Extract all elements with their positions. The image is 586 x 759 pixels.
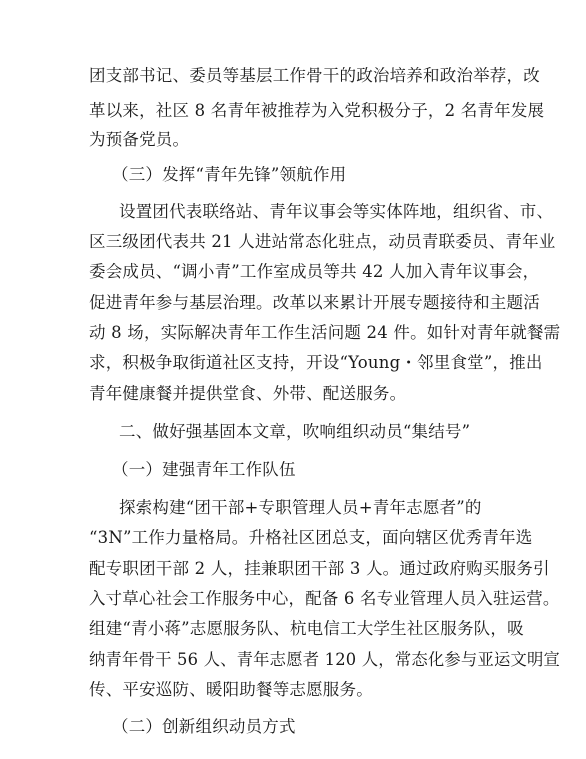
chapter-heading: 二、做好强基固本文章，吹响组织动员“集结号” (119, 422, 471, 441)
paragraph-line: 传、平安巡防、暖阳助餐等志愿服务。 (89, 680, 373, 699)
section-heading: （一）建强青年工作队伍 (112, 460, 296, 479)
paragraph-line: 革以来，社区 8 名青年被推荐为入党积极分子，2 名青年发展 (89, 101, 545, 120)
section-heading: （二）创新组织动员方式 (112, 717, 296, 736)
paragraph-line: 动 8 场，实际解决青年工作生活问题 24 件。如针对青年就餐需 (89, 323, 561, 342)
paragraph-line: 求，积极争取街道社区支持，开设“Young・邻里食堂”，推出 (89, 353, 543, 372)
paragraph-line: “3N”工作力量格局。升格社区团总支，面向辖区优秀青年选 (89, 528, 533, 547)
paragraph-line: 配专职团干部 2 人，挂兼职团干部 3 人。通过政府购买服务引 (89, 559, 550, 578)
paragraph-line: 委会成员、“调小青”工作室成员等共 42 人加入青年议事会， (89, 262, 540, 281)
paragraph-line: 纳青年骨干 56 人、青年志愿者 120 人，常态化参与亚运文明宣 (89, 650, 561, 669)
paragraph-line: 区三级团代表共 21 人进站常态化驻点，动员青联委员、青年业 (89, 232, 556, 251)
paragraph-line: 团支部书记、委员等基层工作骨干的政治培养和政治举荐，改 (89, 66, 540, 85)
paragraph-line: 设置团代表联络站、青年议事会等实体阵地，组织省、市、 (119, 202, 554, 221)
paragraph-line: 入寸草心社会工作服务中心，配备 6 名专业管理人员入驻运营。 (89, 589, 560, 608)
paragraph-line: 为预备党员。 (89, 130, 190, 149)
paragraph-line: 促进青年参与基层治理。改革以来累计开展专题接待和主题活 (89, 293, 540, 312)
paragraph-line: 青年健康餐并提供堂食、外带、配送服务。 (89, 384, 407, 403)
paragraph-line: 探索构建“团干部+专职管理人员+青年志愿者”的 (119, 498, 482, 517)
section-heading: （三）发挥“青年先锋”领航作用 (112, 165, 347, 184)
paragraph-line: 组建“青小蒋”志愿服务队、杭电信工大学生社区服务队，吸 (89, 619, 524, 638)
